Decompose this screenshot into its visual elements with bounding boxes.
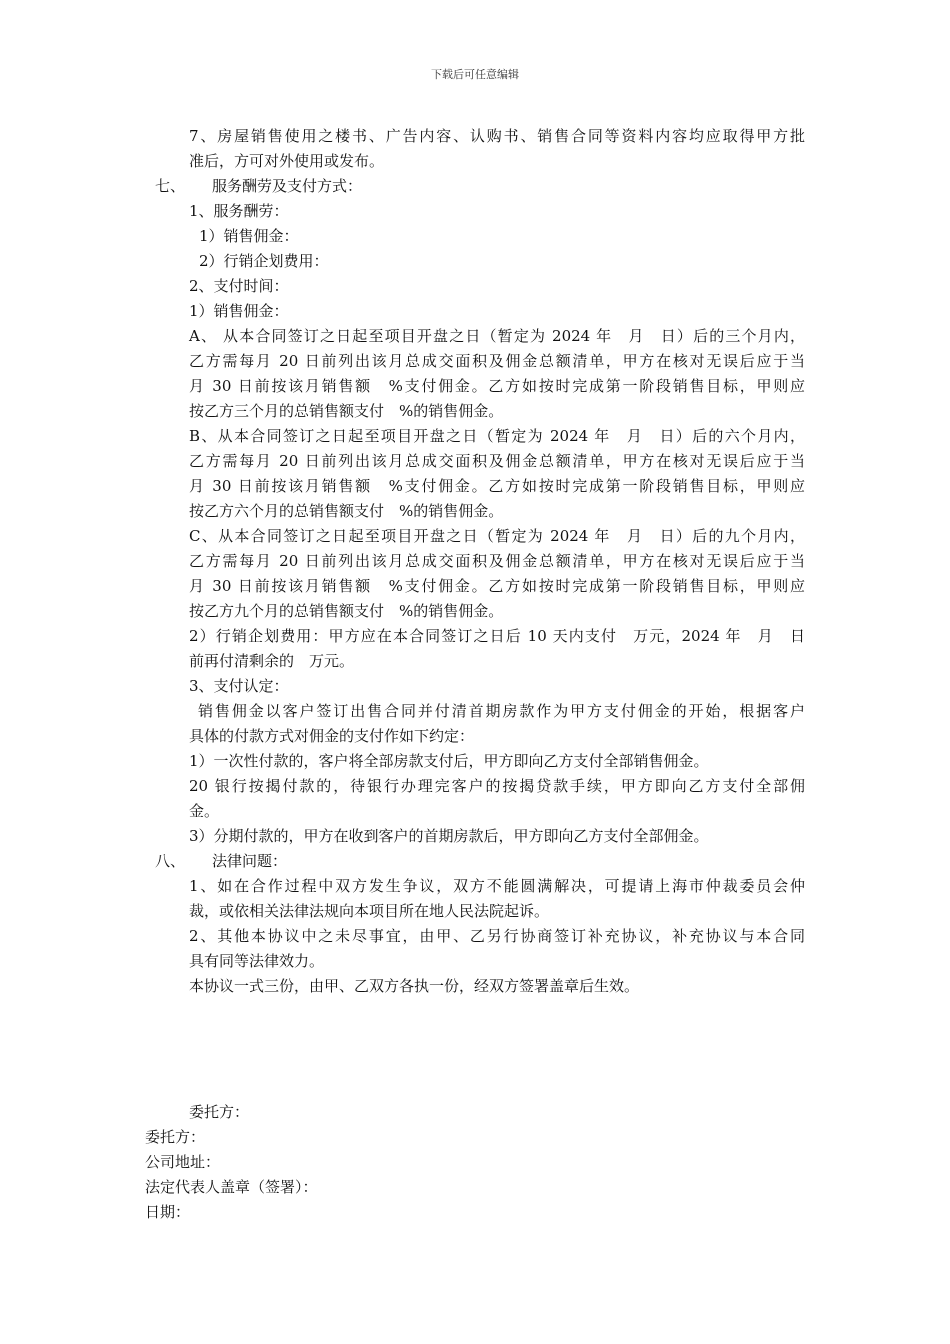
copies-clause: 本协议一式三份，由甲、乙双方各执一份，经双方签署盖章后生效。	[189, 977, 640, 995]
legal-clause-1-line-1: 1、如在合作过程中双方发生争议，双方不能圆满解决，可提请上海市仲裁委员会仲	[189, 877, 805, 895]
payment-time-heading: 2、支付时间：	[189, 277, 289, 295]
page-header: 下载后可任意编辑	[431, 68, 519, 81]
fee-sales-commission: 1）销售佣金：	[199, 227, 299, 245]
clause-c-line-2: 乙方需每月 20 日前列出该月总成交面积及佣金总额清单，甲方在核对无误后应于当	[189, 552, 805, 570]
clause-7-line-2: 准后，方可对外使用或发布。	[189, 152, 385, 170]
marketing-payment-line-1: 2）行销企划费用：甲方应在本合同签订之日后 10 天内支付 万元，2024 年 月 日	[189, 627, 805, 645]
section-7-title: 服务酬劳及支付方式：	[212, 177, 363, 195]
clause-a-line-1: A、 从本合同签订之日起至项目开盘之日（暂定为 2024 年 月 日）后的三个月内，	[189, 327, 805, 345]
clause-a-line-2: 乙方需每月 20 日前列出该月总成交面积及佣金总额清单，甲方在核对无误后应于当	[189, 352, 805, 370]
mortgage-payment-line-2: 金。	[189, 802, 220, 820]
payment-recognition-line-1: 销售佣金以客户签订出售合同并付清首期房款作为甲方支付佣金的开始，根据客户	[198, 702, 805, 720]
signature-date: 日期：	[145, 1203, 191, 1221]
signature-company-address: 公司地址：	[145, 1153, 221, 1171]
section-8-number: 八、	[155, 852, 186, 870]
signature-principal-indented: 委托方：	[189, 1103, 250, 1121]
mortgage-payment-line-1: 20 银行按揭付款的，待银行办理完客户的按揭贷款手续，甲方即向乙方支付全部佣	[189, 777, 805, 795]
legal-clause-2-line-2: 具有同等法律效力。	[189, 952, 325, 970]
clause-c-line-1: C、从本合同签订之日起至项目开盘之日（暂定为 2024 年 月 日）后的九个月内，	[189, 527, 805, 545]
payment-commission-heading: 1）销售佣金：	[189, 302, 289, 320]
clause-b-line-3: 月 30 日前按该月销售额 %支付佣金。乙方如按时完成第一阶段销售目标，甲则应	[189, 477, 805, 495]
clause-7-line-1: 7、房屋销售使用之楼书、广告内容、认购书、销售合同等资料内容均应取得甲方批	[189, 127, 805, 145]
legal-clause-1-line-2: 裁，或依相关法律法规向本项目所在地人民法院起诉。	[189, 902, 550, 920]
installment-payment: 3）分期付款的，甲方在收到客户的首期房款后，甲方即向乙方支付全部佣金。	[189, 827, 709, 845]
fee-marketing-cost: 2）行销企划费用：	[199, 252, 329, 270]
section-7-heading	[155, 176, 363, 196]
clause-a-line-4: 按乙方三个月的总销售额支付 %的销售佣金。	[189, 402, 504, 420]
payment-recognition-line-2: 具体的付款方式对佣金的支付作如下约定：	[189, 727, 475, 745]
clause-c-line-3: 月 30 日前按该月销售额 %支付佣金。乙方如按时完成第一阶段销售目标，甲则应	[189, 577, 805, 595]
marketing-payment-line-2: 前再付清剩余的 万元。	[189, 652, 355, 670]
payment-recognition-heading: 3、支付认定：	[189, 677, 289, 695]
section-8-heading	[155, 851, 288, 871]
section-7-number: 七、	[155, 177, 186, 195]
lump-sum-payment: 1）一次性付款的，客户将全部房款支付后，甲方即向乙方支付全部销售佣金。	[189, 752, 709, 770]
clause-a-line-3: 月 30 日前按该月销售额 %支付佣金。乙方如按时完成第一阶段销售目标，甲则应	[189, 377, 805, 395]
clause-b-line-1: B、从本合同签订之日起至项目开盘之日（暂定为 2024 年 月 日）后的六个月内，	[189, 427, 805, 445]
clause-b-line-2: 乙方需每月 20 日前列出该月总成交面积及佣金总额清单，甲方在核对无误后应于当	[189, 452, 805, 470]
section-8-title: 法律问题：	[212, 852, 288, 870]
signature-legal-representative: 法定代表人盖章（签署）：	[145, 1178, 318, 1196]
fee-heading: 1、服务酬劳：	[189, 202, 289, 220]
clause-b-line-4: 按乙方六个月的总销售额支付 %的销售佣金。	[189, 502, 504, 520]
legal-clause-2-line-1: 2、其他本协议中之未尽事宜，由甲、乙另行协商签订补充协议，补充协议与本合同	[189, 927, 805, 945]
signature-principal: 委托方：	[145, 1128, 206, 1146]
clause-c-line-4: 按乙方九个月的总销售额支付 %的销售佣金。	[189, 602, 504, 620]
